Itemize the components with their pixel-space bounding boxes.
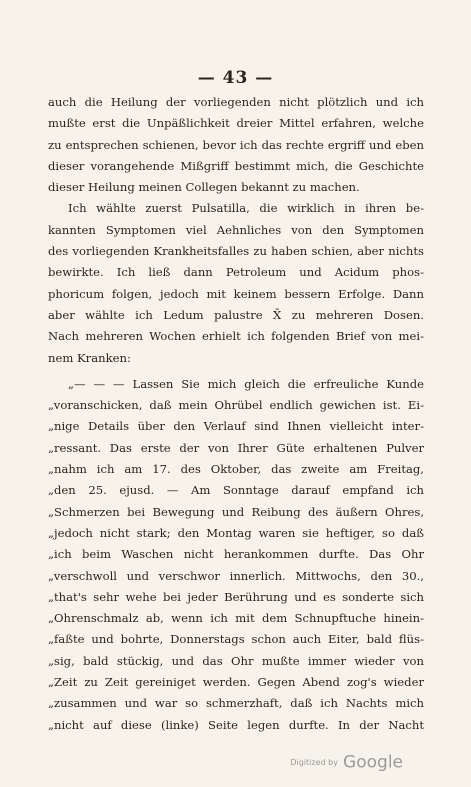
text-line: zu entsprechen schienen, bevor ich das rechte ergriff und eben (48, 137, 424, 152)
text-line: mußte erst die Unpäßlichkeit dreier Mittel erfahren, welche (48, 116, 424, 131)
text-line: „faßte und bohrte, Donnerstags schon auch Eiter, bald flüs- (48, 632, 424, 647)
text-line: „sig, bald stückig, und das Ohr mußte immer wieder von (48, 653, 424, 668)
text-line: „Zeit zu Zeit gereiniget werden. Gegen Abend zog's wieder (48, 675, 424, 690)
text-line: des vorliegenden Krankheitsfalles zu haben schien, aber nichts (48, 244, 424, 259)
text-line: „that's sehr wehe bei jeder Berührung und es sonderte sich (48, 589, 424, 604)
text-line: Ich wählte zuerst Pulsatilla, die wirklich in ihren be- (68, 201, 424, 216)
text-line: „verschwoll und verschwor innerlich. Mittwochs, den 30., (48, 568, 424, 583)
page-number: — 43 — (197, 68, 274, 88)
digitized-by-watermark (290, 752, 403, 773)
digitized-by-label: Digitized by (290, 758, 338, 767)
text-line: „ressant. Das erste der von Ihrer Güte erhaltenen Pulver (48, 440, 424, 455)
text-line: „Schmerzen bei Bewegung und Reibung des äußern Ohres, (48, 504, 424, 519)
text-line: „nahm ich am 17. des Oktober, das zweite am Freitag, (48, 462, 424, 477)
text-line: „— — — Lassen Sie mich gleich die erfreuliche Kunde (68, 376, 424, 391)
text-line: „den 25. ejusd. — Am Sonntage darauf empfand ich (48, 483, 424, 498)
text-line: „nige Details über den Verlauf sind Ihnen vielleicht inter- (48, 419, 424, 434)
text-line: nem Kranken: (48, 350, 131, 365)
text-line: aber wählte ich Ledum palustre X̄ zu mehreren Dosen. (48, 307, 424, 322)
google-logo: Google (343, 752, 403, 773)
text-line: „voranschicken, daß mein Ohrübel endlich gewichen ist. Ei- (48, 398, 424, 413)
text-line: „nicht auf diese (linke) Seite legen durfte. In der Nacht (48, 717, 424, 732)
text-line: kannten Symptomen viel Aehnliches von den Symptomen (48, 222, 424, 237)
text-line: „zusammen und war so schmerzhaft, daß ich Nachts mich (48, 696, 424, 711)
page-body (48, 92, 424, 736)
text-line: dieser Heilung meinen Collegen bekannt zu machen. (48, 180, 360, 195)
text-line: bewirkte. Ich ließ dann Petroleum und Acidum phos- (48, 265, 424, 280)
text-line: dieser vorangehende Mißgriff bestimmt mich, die Geschichte (48, 158, 424, 173)
text-line: Nach mehreren Wochen erhielt ich folgenden Brief von mei- (48, 329, 424, 344)
text-line: auch die Heilung der vorliegenden nicht plötzlich und ich (48, 95, 424, 109)
text-line: „ich beim Waschen nicht herankommen durfte. Das Ohr (48, 547, 424, 562)
text-line: „jedoch nicht stark; den Montag waren sie heftiger, so daß (48, 525, 424, 540)
text-line: „Ohrenschmalz ab, wenn ich mit dem Schnupftuche hinein- (48, 611, 424, 626)
text-line: phoricum folgen, jedoch mit keinem bessern Erfolge. Dann (48, 286, 424, 301)
